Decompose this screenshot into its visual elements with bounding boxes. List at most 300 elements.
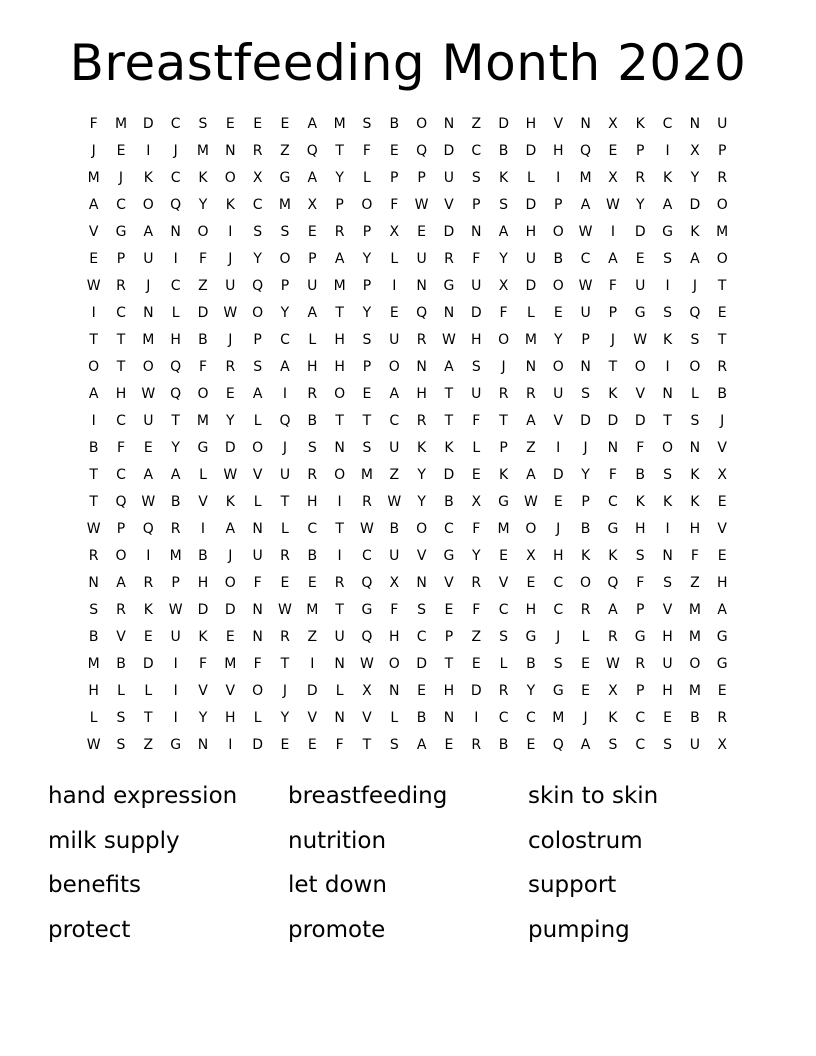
grid-cell[interactable]: M xyxy=(87,170,100,186)
grid-cell[interactable]: P xyxy=(362,278,372,294)
grid-cell[interactable]: A xyxy=(307,116,318,132)
grid-cell[interactable]: H xyxy=(662,629,673,645)
grid-cell[interactable]: V xyxy=(198,494,208,510)
grid-cell[interactable]: U xyxy=(471,386,482,402)
grid-cell[interactable]: N xyxy=(197,737,209,753)
grid-cell[interactable]: I xyxy=(228,737,233,753)
grid-cell[interactable]: C xyxy=(662,116,673,132)
grid-cell[interactable]: T xyxy=(89,467,98,483)
grid-cell[interactable]: E xyxy=(253,116,263,132)
grid-cell[interactable]: I xyxy=(665,521,670,537)
grid-cell[interactable]: V xyxy=(416,548,427,564)
grid-cell[interactable]: U xyxy=(143,251,154,267)
grid-cell[interactable]: S xyxy=(690,413,700,429)
grid-cell[interactable]: S xyxy=(253,359,263,375)
grid-cell[interactable]: N xyxy=(88,575,99,591)
grid-cell[interactable]: W xyxy=(141,386,156,402)
grid-cell[interactable]: N xyxy=(334,440,345,456)
grid-cell[interactable]: S xyxy=(499,197,509,213)
grid-cell[interactable]: G xyxy=(443,278,455,294)
grid-cell[interactable]: Y xyxy=(553,332,563,348)
grid-cell[interactable]: T xyxy=(444,656,454,672)
grid-cell[interactable]: E xyxy=(526,575,536,591)
grid-cell[interactable]: D xyxy=(306,683,318,699)
grid-cell[interactable]: T xyxy=(89,332,98,348)
grid-cell[interactable]: H xyxy=(443,683,455,699)
grid-cell[interactable]: L xyxy=(144,683,153,699)
grid-cell[interactable]: X xyxy=(252,170,263,186)
grid-cell[interactable]: E xyxy=(280,737,290,753)
grid-cell[interactable]: R xyxy=(416,413,427,429)
grid-cell[interactable]: M xyxy=(196,143,210,159)
grid-cell[interactable]: O xyxy=(224,170,236,186)
grid-cell[interactable]: B xyxy=(444,494,454,510)
grid-cell[interactable]: P xyxy=(116,521,126,537)
grid-cell[interactable]: H xyxy=(662,683,673,699)
grid-cell[interactable]: T xyxy=(717,278,727,294)
grid-cell[interactable]: R xyxy=(635,656,646,672)
grid-cell[interactable]: C xyxy=(498,602,509,618)
grid-cell[interactable]: S xyxy=(389,737,399,753)
grid-cell[interactable]: C xyxy=(444,521,454,537)
grid-cell[interactable]: M xyxy=(87,656,100,672)
grid-cell[interactable]: X xyxy=(307,197,318,213)
grid-cell[interactable]: A xyxy=(88,386,99,402)
grid-cell[interactable]: L xyxy=(253,413,262,429)
grid-cell[interactable]: B xyxy=(170,494,181,510)
grid-cell[interactable]: S xyxy=(362,116,372,132)
grid-cell[interactable]: J xyxy=(610,332,615,348)
grid-cell[interactable]: G xyxy=(170,737,182,753)
grid-cell[interactable]: D xyxy=(197,305,209,321)
grid-cell[interactable]: N xyxy=(443,116,455,132)
grid-cell[interactable]: C xyxy=(526,710,536,726)
grid-cell[interactable]: E xyxy=(225,386,235,402)
grid-cell[interactable]: Y xyxy=(280,305,290,321)
grid-cell[interactable]: K xyxy=(662,170,673,186)
grid-cell[interactable]: T xyxy=(116,359,126,375)
grid-cell[interactable]: G xyxy=(115,224,127,240)
grid-cell[interactable]: F xyxy=(499,305,508,321)
grid-cell[interactable]: Q xyxy=(170,197,182,213)
grid-cell[interactable]: X xyxy=(690,143,700,159)
grid-cell[interactable]: S xyxy=(471,170,481,186)
grid-cell[interactable]: O xyxy=(334,386,346,402)
grid-cell[interactable]: P xyxy=(581,494,590,510)
grid-cell[interactable]: E xyxy=(143,440,153,456)
grid-cell[interactable]: S xyxy=(253,224,263,240)
grid-cell[interactable]: F xyxy=(335,737,344,753)
grid-cell[interactable]: P xyxy=(362,224,372,240)
grid-cell[interactable]: E xyxy=(608,143,618,159)
grid-cell[interactable]: V xyxy=(717,440,727,456)
grid-cell[interactable]: P xyxy=(636,683,645,699)
grid-cell[interactable]: O xyxy=(634,359,646,375)
grid-cell[interactable]: P xyxy=(390,170,399,186)
grid-cell[interactable]: W xyxy=(168,602,183,618)
grid-cell[interactable]: D xyxy=(634,413,646,429)
grid-cell[interactable]: S xyxy=(362,332,372,348)
grid-cell[interactable]: X xyxy=(389,224,400,240)
grid-cell[interactable]: Z xyxy=(143,737,154,753)
grid-cell[interactable]: S xyxy=(198,116,208,132)
grid-cell[interactable]: D xyxy=(224,602,236,618)
grid-cell[interactable]: Q xyxy=(580,143,592,159)
grid-cell[interactable]: P xyxy=(116,251,126,267)
grid-cell[interactable]: C xyxy=(553,575,564,591)
grid-cell[interactable]: F xyxy=(608,467,617,483)
grid-cell[interactable]: O xyxy=(689,656,701,672)
grid-cell[interactable]: E xyxy=(389,305,399,321)
grid-cell[interactable]: N xyxy=(143,305,154,321)
grid-cell[interactable]: R xyxy=(471,737,482,753)
grid-cell[interactable]: T xyxy=(717,332,727,348)
grid-cell[interactable]: E xyxy=(499,548,509,564)
grid-cell[interactable]: E xyxy=(526,737,536,753)
grid-cell[interactable]: E xyxy=(280,575,290,591)
grid-cell[interactable]: A xyxy=(389,386,400,402)
grid-cell[interactable]: W xyxy=(86,737,101,753)
grid-cell[interactable]: Q xyxy=(115,494,127,510)
grid-cell[interactable]: C xyxy=(498,710,509,726)
grid-cell[interactable]: U xyxy=(225,278,236,294)
grid-cell[interactable]: O xyxy=(498,332,510,348)
grid-cell[interactable]: C xyxy=(170,170,181,186)
grid-cell[interactable]: K xyxy=(225,197,235,213)
grid-cell[interactable]: F xyxy=(198,251,207,267)
grid-cell[interactable]: C xyxy=(116,197,126,213)
grid-cell[interactable]: R xyxy=(116,278,126,294)
grid-cell[interactable]: E xyxy=(553,494,563,510)
grid-cell[interactable]: E xyxy=(116,143,126,159)
grid-cell[interactable]: M xyxy=(333,116,346,132)
grid-cell[interactable]: U xyxy=(307,278,318,294)
grid-cell[interactable]: U xyxy=(334,629,345,645)
grid-cell[interactable]: Z xyxy=(526,440,536,456)
grid-cell[interactable]: T xyxy=(335,413,344,429)
grid-cell[interactable]: R xyxy=(471,575,482,591)
grid-cell[interactable]: P xyxy=(280,278,290,294)
grid-cell[interactable]: K xyxy=(417,440,427,456)
grid-cell[interactable]: Q xyxy=(689,305,701,321)
grid-cell[interactable]: L xyxy=(253,494,262,510)
grid-cell[interactable]: C xyxy=(280,332,290,348)
grid-cell[interactable]: M xyxy=(114,116,128,132)
grid-cell[interactable]: Q xyxy=(552,737,564,753)
grid-cell[interactable]: M xyxy=(333,278,346,294)
grid-cell[interactable]: P xyxy=(554,197,563,213)
grid-cell[interactable]: J xyxy=(282,440,288,456)
grid-cell[interactable]: P xyxy=(444,629,454,645)
grid-cell[interactable]: R xyxy=(334,575,345,591)
grid-cell[interactable]: B xyxy=(717,386,728,402)
grid-cell[interactable]: H xyxy=(197,575,209,591)
grid-cell[interactable]: C xyxy=(580,251,591,267)
grid-cell[interactable]: W xyxy=(223,467,238,483)
grid-cell[interactable]: A xyxy=(416,737,427,753)
grid-cell[interactable]: H xyxy=(416,386,427,402)
grid-cell[interactable]: A xyxy=(526,413,536,429)
grid-cell[interactable]: G xyxy=(525,629,537,645)
grid-cell[interactable]: G xyxy=(361,602,373,618)
grid-cell[interactable]: K xyxy=(143,170,153,186)
grid-cell[interactable]: F xyxy=(636,440,645,456)
grid-cell[interactable]: R xyxy=(717,359,728,375)
grid-cell[interactable]: J xyxy=(583,440,588,456)
grid-cell[interactable]: H xyxy=(334,332,345,348)
grid-cell[interactable]: E xyxy=(444,737,454,753)
grid-cell[interactable]: E xyxy=(553,305,563,321)
grid-cell[interactable]: N xyxy=(252,521,263,537)
grid-cell[interactable]: V xyxy=(662,602,673,618)
grid-cell[interactable]: W xyxy=(223,305,238,321)
grid-cell[interactable]: O xyxy=(552,278,564,294)
grid-cell[interactable]: F xyxy=(253,575,262,591)
grid-cell[interactable]: M xyxy=(579,170,592,186)
grid-cell[interactable]: Z xyxy=(280,143,290,159)
grid-cell[interactable]: L xyxy=(363,170,371,186)
grid-cell[interactable]: J xyxy=(228,251,233,267)
grid-cell[interactable]: S xyxy=(499,629,509,645)
grid-cell[interactable]: N xyxy=(689,440,701,456)
grid-cell[interactable]: T xyxy=(335,521,344,537)
grid-cell[interactable]: P xyxy=(362,359,372,375)
grid-cell[interactable]: S xyxy=(663,737,672,753)
grid-cell[interactable]: M xyxy=(688,629,701,645)
grid-cell[interactable]: M xyxy=(552,710,565,726)
grid-cell[interactable]: V xyxy=(553,116,564,132)
grid-cell[interactable]: H xyxy=(525,224,537,240)
grid-cell[interactable]: H xyxy=(552,143,564,159)
grid-cell[interactable]: J xyxy=(91,143,96,159)
grid-cell[interactable]: X xyxy=(389,575,400,591)
grid-cell[interactable]: I xyxy=(91,305,96,321)
grid-cell[interactable]: I xyxy=(665,359,670,375)
grid-cell[interactable]: E xyxy=(444,602,454,618)
grid-cell[interactable]: E xyxy=(417,224,427,240)
grid-cell[interactable]: I xyxy=(665,278,670,294)
grid-cell[interactable]: M xyxy=(688,683,701,699)
grid-cell[interactable]: B xyxy=(307,413,318,429)
grid-cell[interactable]: V xyxy=(116,629,126,645)
grid-cell[interactable]: W xyxy=(414,197,429,213)
grid-cell[interactable]: S xyxy=(280,224,290,240)
grid-cell[interactable]: O xyxy=(525,521,537,537)
grid-cell[interactable]: A xyxy=(88,197,99,213)
grid-cell[interactable]: Q xyxy=(361,575,373,591)
grid-cell[interactable]: S xyxy=(471,359,481,375)
grid-cell[interactable]: N xyxy=(443,710,455,726)
grid-cell[interactable]: R xyxy=(362,494,372,510)
grid-cell[interactable]: W xyxy=(523,494,538,510)
grid-cell[interactable]: H xyxy=(307,494,318,510)
grid-cell[interactable]: U xyxy=(471,278,482,294)
grid-cell[interactable]: A xyxy=(307,170,318,186)
grid-cell[interactable]: K xyxy=(225,494,235,510)
grid-cell[interactable]: Z xyxy=(471,116,482,132)
grid-cell[interactable]: K xyxy=(580,548,591,564)
grid-cell[interactable]: D xyxy=(142,116,154,132)
grid-cell[interactable]: G xyxy=(634,629,646,645)
grid-cell[interactable]: J xyxy=(118,170,124,186)
grid-cell[interactable]: A xyxy=(143,224,154,240)
grid-cell[interactable]: O xyxy=(252,683,264,699)
grid-cell[interactable]: K xyxy=(608,548,618,564)
grid-cell[interactable]: O xyxy=(252,440,264,456)
grid-cell[interactable]: D xyxy=(634,224,646,240)
grid-cell[interactable]: S xyxy=(690,332,700,348)
grid-cell[interactable]: S xyxy=(663,575,672,591)
grid-cell[interactable]: W xyxy=(387,494,402,510)
grid-cell[interactable]: X xyxy=(608,116,618,132)
grid-cell[interactable]: C xyxy=(116,467,126,483)
grid-cell[interactable]: C xyxy=(416,629,427,645)
grid-cell[interactable]: G xyxy=(634,305,646,321)
grid-cell[interactable]: P xyxy=(608,305,618,321)
grid-cell[interactable]: E xyxy=(362,386,372,402)
grid-cell[interactable]: F xyxy=(608,278,617,294)
grid-cell[interactable]: E xyxy=(471,656,481,672)
grid-cell[interactable]: J xyxy=(556,521,561,537)
grid-cell[interactable]: V xyxy=(362,710,372,726)
grid-cell[interactable]: V xyxy=(252,467,263,483)
grid-cell[interactable]: V xyxy=(444,197,454,213)
grid-cell[interactable]: K xyxy=(690,224,700,240)
grid-cell[interactable]: A xyxy=(608,251,618,267)
grid-cell[interactable]: D xyxy=(525,278,537,294)
grid-cell[interactable]: G xyxy=(716,656,728,672)
grid-cell[interactable]: J xyxy=(556,629,561,645)
grid-cell[interactable]: U xyxy=(389,548,400,564)
grid-cell[interactable]: L xyxy=(472,440,481,456)
grid-cell[interactable]: A xyxy=(252,386,263,402)
grid-cell[interactable]: X xyxy=(471,494,482,510)
grid-cell[interactable]: M xyxy=(169,548,182,564)
grid-cell[interactable]: I xyxy=(310,656,315,672)
grid-cell[interactable]: N xyxy=(689,116,701,132)
grid-cell[interactable]: X xyxy=(608,683,618,699)
grid-cell[interactable]: F xyxy=(89,116,98,132)
grid-cell[interactable]: I xyxy=(282,386,288,402)
grid-cell[interactable]: S xyxy=(608,737,618,753)
grid-cell[interactable]: H xyxy=(470,332,482,348)
grid-cell[interactable]: M xyxy=(716,224,729,240)
grid-cell[interactable]: D xyxy=(470,305,482,321)
grid-cell[interactable]: H xyxy=(115,386,127,402)
grid-cell[interactable]: O xyxy=(279,251,291,267)
grid-cell[interactable]: V xyxy=(717,521,727,537)
grid-cell[interactable]: A xyxy=(307,305,318,321)
grid-cell[interactable]: G xyxy=(279,170,291,186)
grid-cell[interactable]: Y xyxy=(499,251,508,267)
grid-cell[interactable]: V xyxy=(553,413,564,429)
grid-cell[interactable]: G xyxy=(498,494,510,510)
grid-cell[interactable]: O xyxy=(224,575,236,591)
grid-cell[interactable]: N xyxy=(443,305,455,321)
grid-cell[interactable]: S xyxy=(663,467,672,483)
grid-cell[interactable]: I xyxy=(173,683,178,699)
grid-cell[interactable]: Z xyxy=(307,629,318,645)
grid-cell[interactable]: A xyxy=(526,467,536,483)
grid-cell[interactable]: O xyxy=(142,359,154,375)
grid-cell[interactable]: J xyxy=(501,359,506,375)
grid-cell[interactable]: A xyxy=(170,467,181,483)
grid-cell[interactable]: D xyxy=(142,656,154,672)
grid-cell[interactable]: V xyxy=(88,224,99,240)
grid-cell[interactable]: F xyxy=(472,602,481,618)
grid-cell[interactable]: N xyxy=(252,602,263,618)
grid-cell[interactable]: W xyxy=(578,278,593,294)
grid-cell[interactable]: X xyxy=(717,467,727,483)
grid-cell[interactable]: D xyxy=(525,143,537,159)
grid-cell[interactable]: C xyxy=(635,710,646,726)
grid-cell[interactable]: E xyxy=(89,251,99,267)
grid-cell[interactable]: A xyxy=(280,359,290,375)
grid-cell[interactable]: U xyxy=(717,116,728,132)
grid-cell[interactable]: X xyxy=(717,737,727,753)
grid-cell[interactable]: S xyxy=(307,440,317,456)
grid-cell[interactable]: Q xyxy=(252,278,264,294)
grid-cell[interactable]: I xyxy=(228,224,233,240)
grid-cell[interactable]: Q xyxy=(170,359,182,375)
grid-cell[interactable]: V xyxy=(198,683,208,699)
grid-cell[interactable]: W xyxy=(633,332,648,348)
grid-cell[interactable]: L xyxy=(253,710,262,726)
grid-cell[interactable]: O xyxy=(361,197,373,213)
grid-cell[interactable]: E xyxy=(717,494,727,510)
grid-cell[interactable]: T xyxy=(335,143,344,159)
grid-cell[interactable]: A xyxy=(580,197,591,213)
grid-cell[interactable]: R xyxy=(498,683,509,699)
grid-cell[interactable]: I xyxy=(146,548,151,564)
grid-cell[interactable]: V xyxy=(498,575,509,591)
grid-cell[interactable]: L xyxy=(527,170,535,186)
grid-cell[interactable]: D xyxy=(443,224,455,240)
grid-cell[interactable]: A xyxy=(225,521,236,537)
grid-cell[interactable]: C xyxy=(471,143,482,159)
grid-cell[interactable]: O xyxy=(689,359,701,375)
grid-cell[interactable]: C xyxy=(307,521,318,537)
grid-cell[interactable]: W xyxy=(605,656,620,672)
grid-cell[interactable]: P xyxy=(636,143,645,159)
grid-cell[interactable]: R xyxy=(307,386,318,402)
grid-cell[interactable]: B xyxy=(690,710,700,726)
grid-cell[interactable]: C xyxy=(608,494,618,510)
grid-cell[interactable]: Y xyxy=(417,494,426,510)
grid-cell[interactable]: E xyxy=(143,629,153,645)
grid-cell[interactable]: T xyxy=(280,656,290,672)
grid-cell[interactable]: T xyxy=(280,494,290,510)
grid-cell[interactable]: C xyxy=(170,278,181,294)
grid-cell[interactable]: U xyxy=(416,251,427,267)
grid-cell[interactable]: B xyxy=(116,656,126,672)
grid-cell[interactable]: E xyxy=(717,683,727,699)
grid-cell[interactable]: E xyxy=(307,224,317,240)
grid-cell[interactable]: L xyxy=(281,521,289,537)
grid-cell[interactable]: T xyxy=(608,359,618,375)
letter-grid[interactable] xyxy=(80,111,736,759)
grid-cell[interactable]: M xyxy=(278,197,291,213)
grid-cell[interactable]: O xyxy=(662,440,674,456)
grid-cell[interactable]: J xyxy=(228,332,233,348)
grid-cell[interactable]: N xyxy=(416,278,427,294)
grid-cell[interactable]: O xyxy=(552,224,564,240)
grid-cell[interactable]: I xyxy=(474,710,479,726)
grid-cell[interactable]: L xyxy=(581,629,590,645)
grid-cell[interactable]: W xyxy=(442,332,456,348)
grid-cell[interactable]: D xyxy=(416,656,427,672)
grid-cell[interactable]: X xyxy=(608,170,618,186)
